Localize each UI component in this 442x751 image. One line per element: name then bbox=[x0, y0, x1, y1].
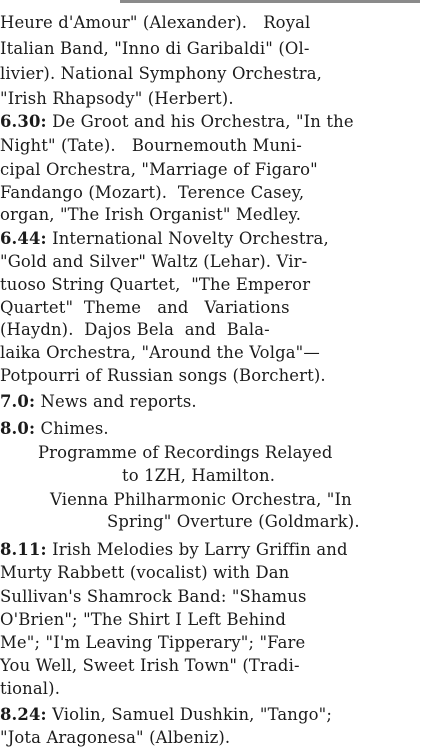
listing-line bbox=[0, 160, 436, 180]
listing-line bbox=[0, 656, 436, 676]
line-text: "Irish Rhapsody" (Herbert). bbox=[0, 89, 234, 108]
line-text: Night" (Tate). Bournemouth Muni- bbox=[0, 136, 302, 155]
listing-line bbox=[0, 540, 436, 560]
line-text: Vienna Philharmonic Orchestra, "In bbox=[50, 490, 352, 509]
line-text: Quartet" Theme and Variations bbox=[0, 298, 290, 317]
listing-line bbox=[0, 633, 436, 653]
listing-line bbox=[0, 136, 436, 156]
line-text: tional). bbox=[0, 679, 61, 698]
line-text: laika Orchestra, "Around the Volga"— bbox=[0, 343, 320, 362]
listing-line bbox=[0, 320, 436, 340]
line-text: Sullivan's Shamrock Band: "Shamus bbox=[0, 587, 307, 606]
line-text: Italian Band, "Inno di Garibaldi" (Ol- bbox=[0, 39, 310, 58]
line-text: De Groot and his Orchestra, "In the bbox=[46, 112, 354, 131]
listing-line bbox=[0, 252, 436, 272]
listing-line bbox=[0, 112, 436, 132]
line-text: Potpourri of Russian songs (Borchert). bbox=[0, 366, 326, 385]
line-text: tuoso String Quartet, "The Emperor bbox=[0, 275, 311, 294]
listing-line bbox=[0, 13, 436, 33]
line-text: to 1ZH, Hamilton. bbox=[122, 466, 276, 485]
listing-line bbox=[0, 89, 436, 109]
line-text: "Gold and Silver" Waltz (Lehar). Vir- bbox=[0, 252, 308, 271]
listing-line bbox=[0, 343, 436, 363]
broadcast-time: 8.0: bbox=[0, 419, 36, 438]
listing-line bbox=[0, 392, 436, 412]
line-text: Heure d'Amour" (Alexander). Royal bbox=[0, 13, 311, 32]
listing-line bbox=[0, 298, 436, 318]
line-text: "Jota Aragonesa" (Albeniz). bbox=[0, 728, 231, 747]
listing-line bbox=[0, 183, 436, 203]
listing-line bbox=[0, 563, 436, 583]
line-text: cipal Orchestra, "Marriage of Figaro" bbox=[0, 160, 318, 179]
top-divider-rule bbox=[120, 0, 420, 11]
broadcast-time: 6.30: bbox=[0, 112, 47, 131]
line-text: Fandango (Mozart). Terence Casey, bbox=[0, 183, 305, 202]
line-text: Murty Rabbett (vocalist) with Dan bbox=[0, 563, 290, 582]
line-text: Chimes. bbox=[35, 419, 109, 438]
line-text: International Novelty Orchestra, bbox=[46, 229, 329, 248]
listing-line bbox=[0, 64, 436, 84]
line-text: Violin, Samuel Dushkin, "Tango"; bbox=[46, 705, 333, 724]
line-text: News and reports. bbox=[35, 392, 197, 411]
line-text: Irish Melodies by Larry Griffin and bbox=[46, 540, 348, 559]
broadcast-time: 6.44: bbox=[0, 229, 47, 248]
line-text: Programme of Recordings Relayed bbox=[38, 443, 333, 462]
line-text: Me"; "I'm Leaving Tipperary"; "Fare bbox=[0, 633, 306, 652]
listing-line bbox=[107, 512, 377, 532]
listing-line bbox=[0, 705, 436, 725]
line-text: livier). National Symphony Orchestra, bbox=[0, 64, 322, 83]
broadcast-time: 8.24: bbox=[0, 705, 47, 724]
listing-line bbox=[0, 39, 436, 59]
listing-line bbox=[0, 205, 436, 225]
line-text: You Well, Sweet Irish Town" (Tradi- bbox=[0, 656, 300, 675]
listing-line bbox=[0, 610, 436, 630]
listing-line bbox=[50, 490, 436, 510]
line-text: organ, "The Irish Organist" Medley. bbox=[0, 205, 302, 224]
broadcast-time: 7.0: bbox=[0, 392, 36, 411]
listing-line bbox=[0, 419, 436, 439]
line-text: (Haydn). Dajos Bela and Bala- bbox=[0, 320, 270, 339]
listing-line bbox=[0, 366, 436, 386]
line-text: O'Brien"; "The Shirt I Left Behind bbox=[0, 610, 287, 629]
listing-line bbox=[0, 275, 436, 295]
listing-line bbox=[0, 728, 436, 748]
listing-line bbox=[122, 466, 322, 486]
listing-line bbox=[38, 443, 398, 463]
broadcast-time: 8.11: bbox=[0, 540, 47, 559]
listing-line bbox=[0, 587, 436, 607]
line-text: Spring" Overture (Goldmark). bbox=[107, 512, 360, 531]
listing-line bbox=[0, 679, 436, 699]
listing-line bbox=[0, 229, 436, 249]
